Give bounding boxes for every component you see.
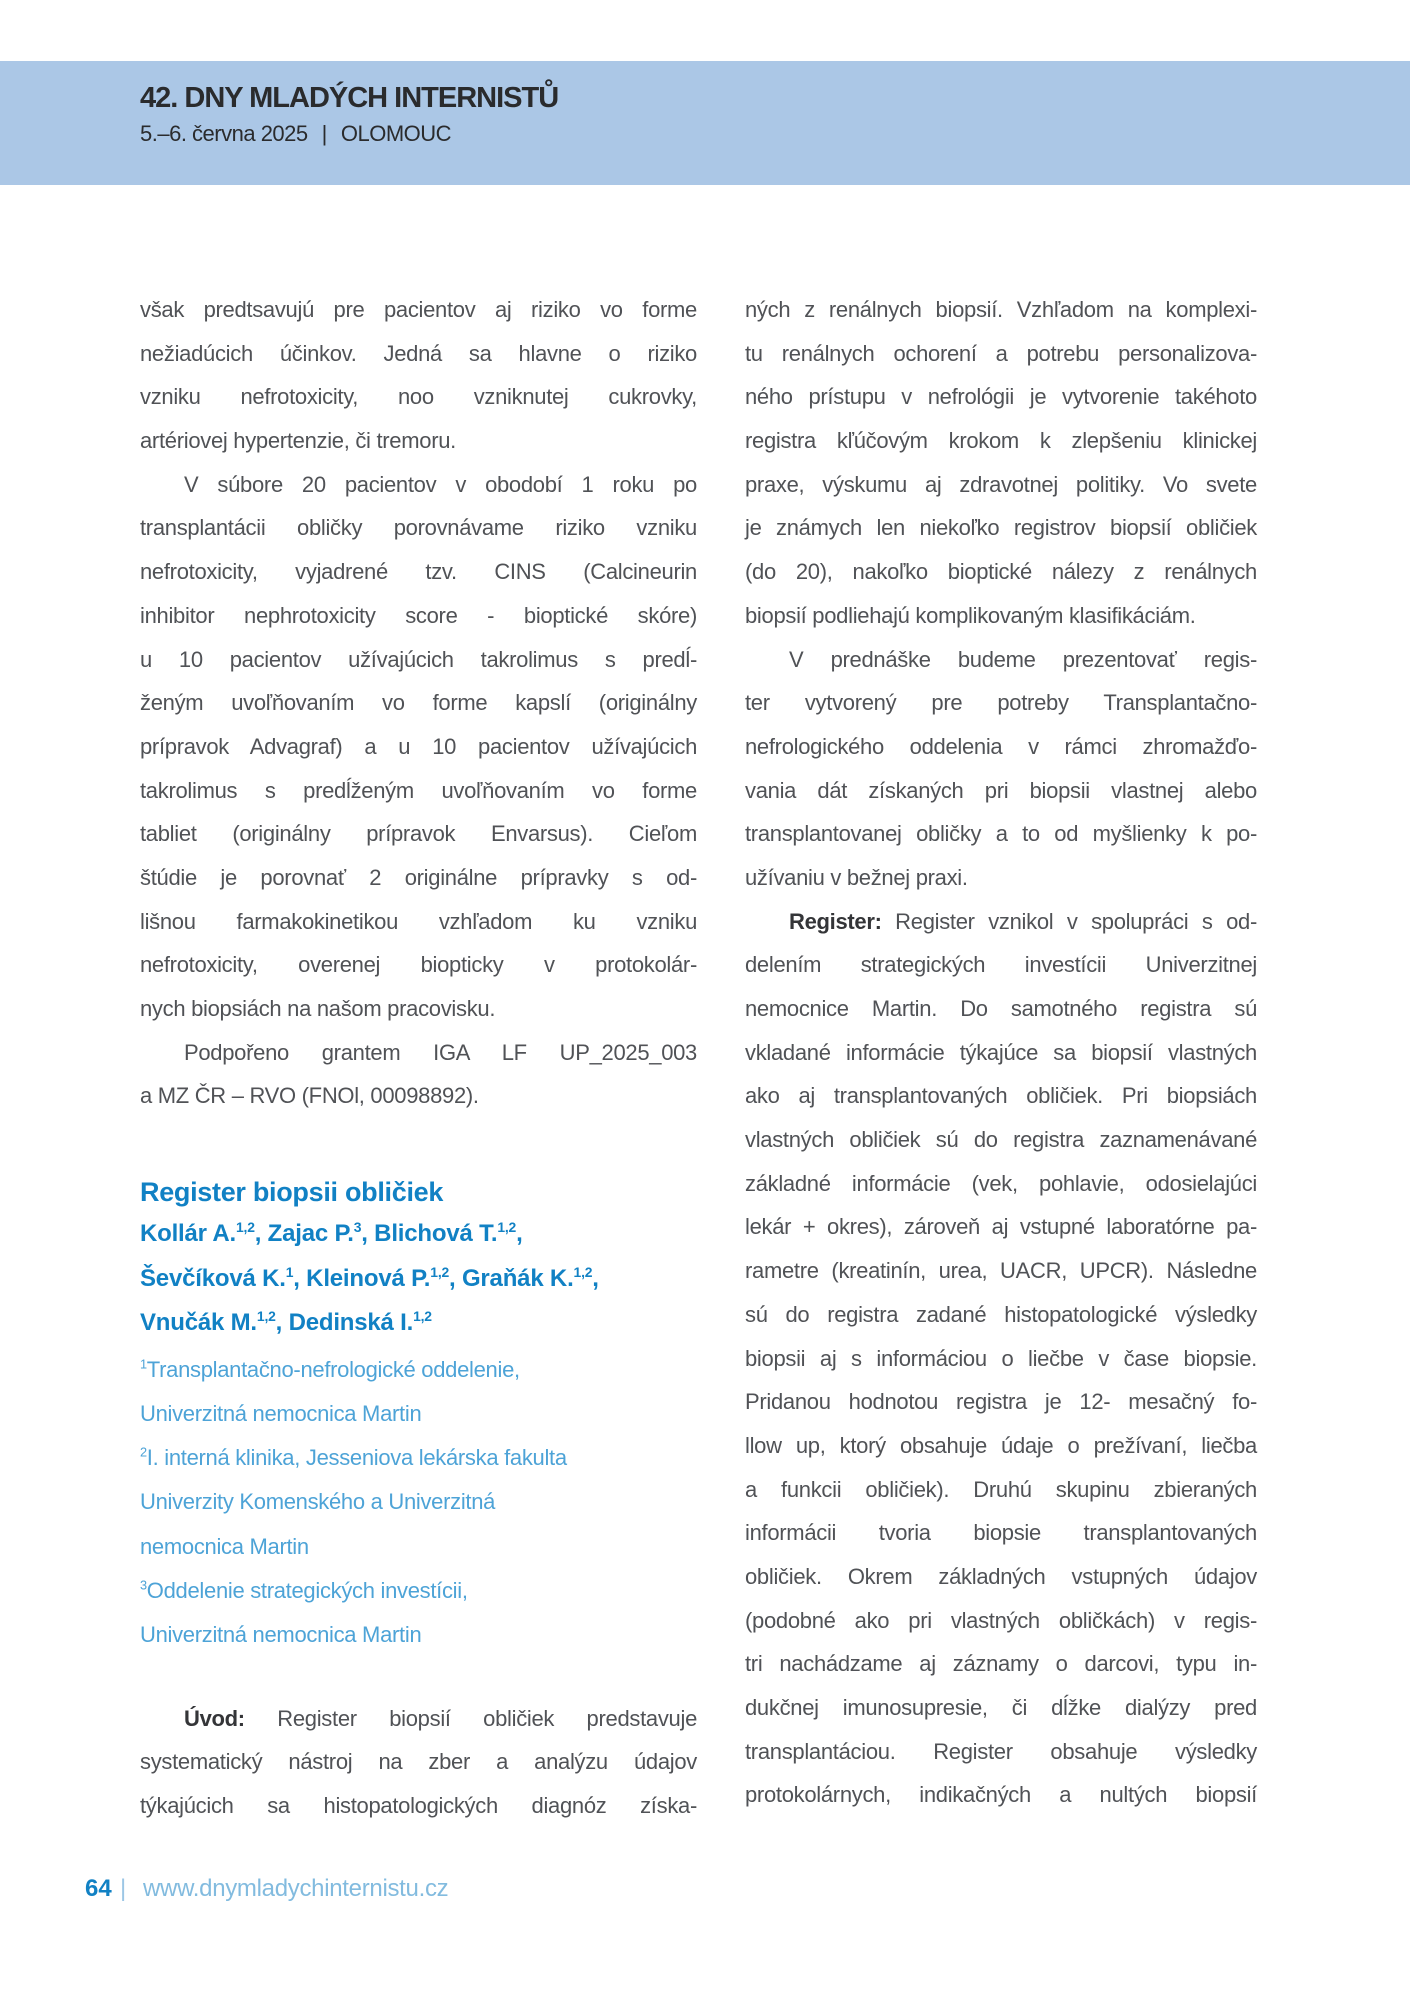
text-line: nefrotoxicity, vyjadrené tzv. CINS (Calcineurin xyxy=(140,559,697,585)
text-line: užívaniu v bežnej praxi. xyxy=(745,864,968,890)
text-line: ženým uvoľňovaním vo forme kapslí (originálny xyxy=(140,690,697,716)
text-line: vkladané informácie týkajúce sa biopsií vlastných xyxy=(745,1039,1257,1065)
text-line: takrolimus s predĺženým uvoľňovaním vo forme xyxy=(140,777,697,803)
text-line: dukčnej imunosupresie, či dĺžke dialýzy pred xyxy=(745,1695,1257,1720)
text-line: protokolárnych, indikačných a nultých biopsií xyxy=(745,1782,1257,1808)
text-line: V súbore 20 pacientov v obodobí 1 roku po xyxy=(184,471,697,497)
text-line: llow up, ktorý obsahuje údaje o prežívaní, liečba xyxy=(745,1432,1257,1458)
text-line: tri nachádzame aj záznamy o darcovi, typu in- xyxy=(745,1651,1257,1677)
text-line: je známych len niekoľko registrov biopsií obličiek xyxy=(745,515,1257,541)
text-line: vzniku nefrotoxicity, noo vzniknutej cukrovky, xyxy=(140,384,697,410)
conference-city: OLOMOUC xyxy=(340,121,452,146)
text-line: štúdie je porovnať 2 originálne prípravky s od- xyxy=(140,864,697,890)
text-line: delením strategických investícii Univerzitnej xyxy=(745,952,1257,978)
text-line: $^1$Transplantačno-nefrologické oddelenie, xyxy=(140,1356,520,1382)
text-line: vania dát získaných pri biopsii vlastnej alebo xyxy=(745,777,1257,803)
text-line: Úvod: Register biopsií obličiek predstavuje xyxy=(184,1705,697,1731)
text-line: registra kľúčovým krokom k zlepšeniu klinickej xyxy=(745,428,1257,454)
text-line: biopsií podliehajú komplikovaným klasifikáciám. xyxy=(745,602,1196,628)
text-line: ako aj transplantovaných obličiek. Pri biopsiách xyxy=(745,1083,1257,1109)
text-line: biopsii aj s informáciou o liečbe v čase biopsie. xyxy=(745,1345,1257,1371)
text-line: nefrologického oddelenia v rámci zhromažďo- xyxy=(745,733,1257,759)
text-line: a funkcii obličiek). Druhú skupinu zbieraných xyxy=(745,1476,1257,1502)
text-line: ter vytvorený pre potreby Transplantačno- xyxy=(745,690,1257,716)
authors-block xyxy=(140,1212,697,1346)
text-line: nemocnice Martin. Do samotného registra sú xyxy=(745,996,1257,1021)
text-line: Podpořeno grantem IGA LF UP_2025_003 xyxy=(184,1039,697,1065)
text-line: lekár + okres), zároveň aj vstupné laboratórne pa- xyxy=(745,1214,1257,1240)
text-line: transplantácii obličky porovnávame riziko vzniku xyxy=(140,515,697,541)
column-left xyxy=(140,288,697,1828)
text-line: tu renálnych ochorení a potrebu personalizova- xyxy=(745,340,1257,366)
text-line: obličiek. Okrem základných vstupných údajov xyxy=(745,1563,1257,1589)
text-line: Univerzitná nemocnica Martin xyxy=(140,1400,422,1426)
text-line: nefrotoxicity, overenej biopticky v protokolár- xyxy=(140,952,697,978)
text-line: vlastných obličiek sú do registra zaznamenávané xyxy=(745,1127,1257,1153)
text-line: Vnučák M.$^{1,2}$, Dedinská I.$^{1,2}$ xyxy=(140,1308,432,1337)
paragraph-block xyxy=(745,288,1257,1817)
text-line: nemocnica Martin xyxy=(140,1533,309,1559)
affiliations-block xyxy=(140,1348,697,1658)
page-footer xyxy=(0,1872,1410,1912)
paragraph-block xyxy=(140,288,697,1118)
text-line: nežiadúcich účinkov. Jedná sa hlavne o riziko xyxy=(140,340,697,366)
text-line: Kollár A.$^{1,2}$, Zajac P.$^3$, Blichová T.$^{1,2}$, xyxy=(140,1219,523,1248)
text-line: lišnou farmakokinetikou vzhľadom ku vzniku xyxy=(140,908,697,934)
header-band xyxy=(0,61,1410,185)
text-line: $^2$I. interná klinika, Jesseniova lekárska fakulta xyxy=(140,1444,567,1471)
column-right xyxy=(745,288,1257,1817)
text-line: V prednáške budeme prezentovať regis- xyxy=(789,646,1257,672)
text-line: Univerzitná nemocnica Martin xyxy=(140,1622,422,1648)
text-line: týkajúcich sa histopatologických diagnóz získa- xyxy=(140,1793,697,1819)
text-line: (podobné ako pri vlastných obličkách) v regis- xyxy=(745,1607,1257,1633)
text-line: praxe, výskumu aj zdravotnej politiky. Vo svete xyxy=(745,471,1257,497)
text-line: ného prístupu v nefrológii je vytvorenie takéhoto xyxy=(745,384,1257,410)
text-line: rametre (kreatinín, urea, UACR, UPCR). Následne xyxy=(745,1258,1257,1284)
footer-url: www.dnymladychinternistu.cz xyxy=(143,1875,449,1902)
header-content xyxy=(0,61,1410,149)
text-line: prípravok Advagraf) a u 10 pacientov užívajúcich xyxy=(140,733,697,759)
text-line: transplantovanej obličky a to od myšlienky k po- xyxy=(745,821,1257,847)
text-line: Univerzity Komenského a Univerzitná xyxy=(140,1489,496,1515)
conference-title: 42. DNY MLADÝCH INTERNISTŮ xyxy=(140,82,559,114)
text-line: sú do registra zadané histopatologické výsledky xyxy=(745,1301,1257,1327)
footer-separator: | xyxy=(120,1875,127,1902)
page-number: 64 xyxy=(85,1875,112,1902)
subtitle-separator: | xyxy=(321,121,327,146)
text-line: u 10 pacientov užívajúcich takrolimus s predĺ- xyxy=(140,646,697,672)
text-line: nych biopsiách na našom pracovisku. xyxy=(140,996,496,1021)
conference-date: 5.–6. června 2025 xyxy=(140,121,308,146)
text-line: $^3$Oddelenie strategických investícii, xyxy=(140,1577,468,1604)
text-line: však predtsavujú pre pacientov aj riziko vo forme xyxy=(140,297,697,322)
text-line: Pridanou hodnotou registra je 12- mesačný fo- xyxy=(745,1389,1257,1415)
text-line: Ševčíková K.$^1$, Kleinová P.$^{1,2}$, Graňák K.$^{1,2}$, xyxy=(140,1263,599,1292)
text-line: ných z renálnych biopsií. Vzhľadom na komplexi- xyxy=(745,297,1257,322)
text-line: informácii tvoria biopsie transplantovaných xyxy=(745,1520,1257,1546)
text-line: (do 20), nakoľko bioptické nálezy z renálnych xyxy=(745,559,1257,585)
text-line: systematický nástroj na zber a analýzu údajov xyxy=(140,1749,697,1775)
text-line: artériovej hypertenzie, či tremoru. xyxy=(140,428,456,454)
text-line: inhibitor nephrotoxicity score - bioptické skóre) xyxy=(140,602,697,628)
text-line: transplantáciou. Register obsahuje výsledky xyxy=(745,1738,1257,1764)
conference-subtitle xyxy=(140,119,1410,149)
abstract-title: Register biopsii obličiek xyxy=(140,1177,444,1208)
text-line: Register: Register vznikol v spolupráci s od- xyxy=(789,908,1257,934)
paragraph-block xyxy=(140,1697,697,1828)
text-line: tabliet (originálny prípravok Envarsus). Cieľom xyxy=(140,821,697,847)
text-line: a MZ ČR – RVO (FNOl, 00098892). xyxy=(140,1083,479,1109)
text-line: základné informácie (vek, pohlavie, odosielajúci xyxy=(745,1170,1257,1196)
